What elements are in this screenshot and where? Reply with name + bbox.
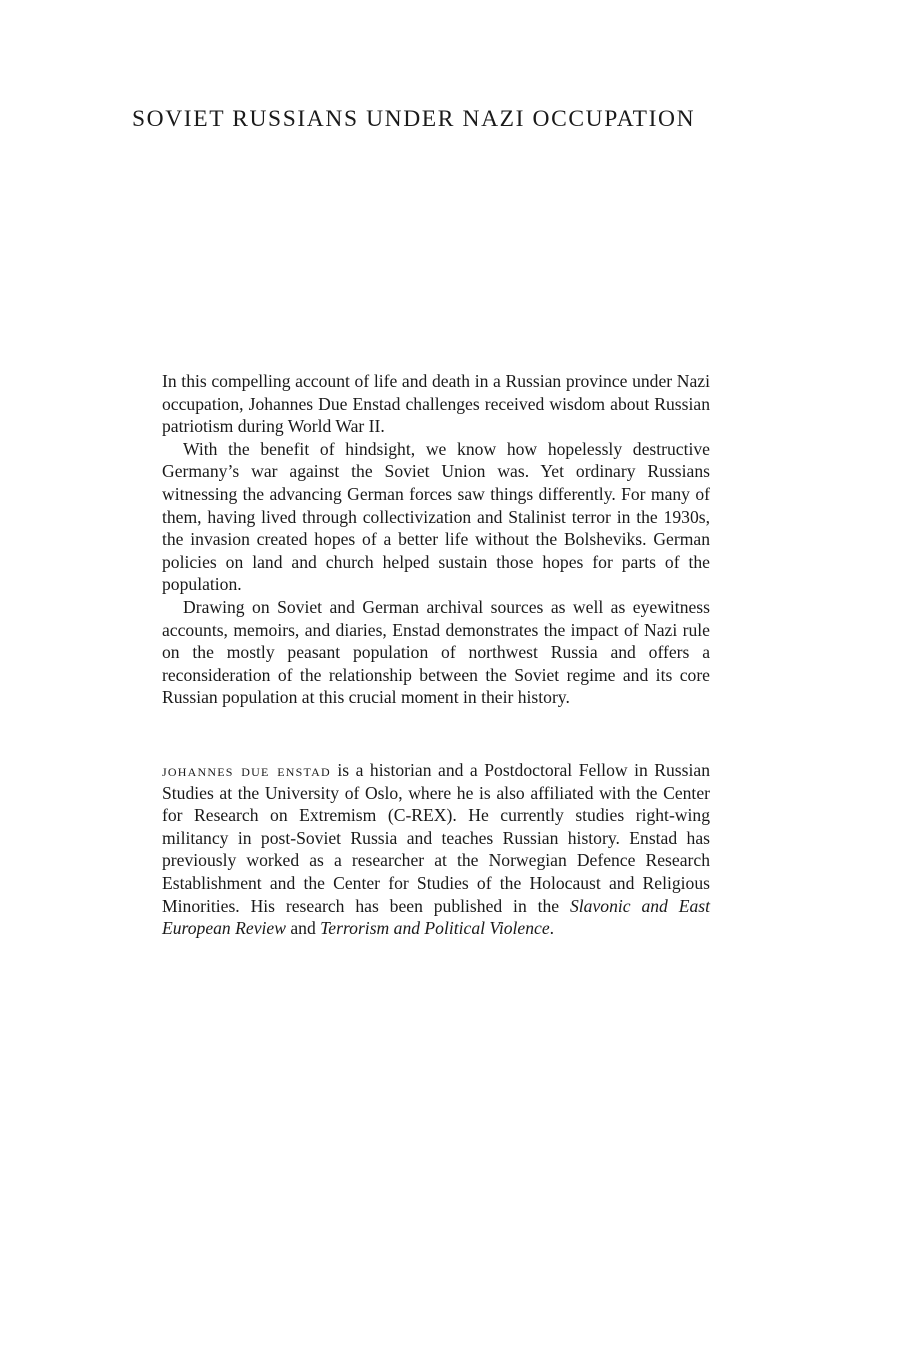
bio-connector: and [285,918,321,939]
page-title: SOVIET RUSSIANS UNDER NAZI OCCUPATION [132,106,696,132]
author-bio-paragraph [162,759,710,940]
journal-title-1: Slavonic and East European Review [162,895,710,939]
journal-title-2: Terrorism and Political Violence [320,918,550,939]
description-paragraph-1: In this compelling account of life and death in a Russian province under Nazi occupation, Johannes Due Enstad challenges received wisdom about Russian patriotism during World War II. [162,371,710,437]
author-name: johannes due enstad [162,760,331,780]
author-bio [162,759,710,940]
bio-end-punctuation: . [549,918,555,939]
book-description [162,370,710,709]
author-bio-text: is a historian and a Postdoctoral Fellow in Russian Studies at the University of Oslo, where he is also affiliated with the Center for Research on Extremism (C-REX). He currently studies right-wing militancy in post-Soviet Russia and teaches Russian history. Enstad has previously worked as a researcher at the Norwegian Defence Research Establishment and the Center for Studies of the Holocaust and Religious Minorities. His research has been published in the [162,760,710,916]
description-paragraph-2: With the benefit of hindsight, we know how hopelessly destructive Germany’s war against the Soviet Union was. Yet ordinary Russians witnessing the advancing German forces saw things differently. For many of them, having lived through collectivization and Stalinist terror in the 1930s, the invasion created hopes of a better life without the Bolsheviks. German policies on land and church helped sustain those hopes for parts of the population. [162,438,710,595]
description-paragraph-3: Drawing on Soviet and German archival sources as well as eyewitness accounts, memoirs, and diaries, Enstad demonstrates the impact of Nazi rule on the mostly peasant population of northwest Russia and offers a reconsideration of the relationship between the Soviet regime and its core Russian population at this crucial moment in their history. [162,596,710,708]
